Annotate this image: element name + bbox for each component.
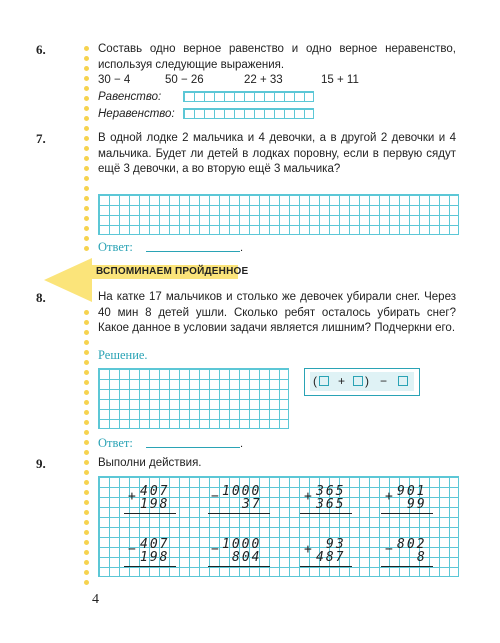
operand-bottom: 804 <box>232 550 262 565</box>
sum-line <box>381 513 433 514</box>
scheme-plus: + <box>338 374 346 388</box>
operand-bottom: 365 <box>316 497 346 512</box>
task8-answer-label: Ответ: <box>98 436 133 450</box>
operand-bottom: 198 <box>140 550 170 565</box>
inequality-answer-cells[interactable] <box>183 108 314 119</box>
operand-top: 93 <box>326 537 346 552</box>
operand-top: 901 <box>397 484 427 499</box>
task8-number: 8. <box>36 290 46 305</box>
task6-number: 6. <box>36 42 46 57</box>
sum-line <box>208 513 270 514</box>
scheme-close-paren: ) <box>365 374 369 388</box>
solution-label: Решение. <box>98 348 148 362</box>
scheme-open-paren: ( <box>313 374 317 388</box>
sum-line <box>300 513 352 514</box>
operand-bottom: 487 <box>316 550 346 565</box>
task6-text: Составь одно верное равенство и одно верное неравенство, используя следующие выражения. <box>98 43 456 71</box>
sum-line <box>124 513 176 514</box>
equality-answer-cells[interactable] <box>183 91 314 102</box>
sum-line <box>124 566 176 567</box>
operator: + <box>304 542 314 557</box>
task7-answer-label: Ответ: <box>98 240 133 254</box>
operator: − <box>385 542 395 557</box>
operand-top: 407 <box>140 537 170 552</box>
section-flag <box>44 258 92 302</box>
scheme-frame <box>304 368 420 396</box>
task9-text: Выполни действия. <box>98 457 202 469</box>
sum-line <box>300 566 352 567</box>
sum-line <box>381 566 433 567</box>
task7-work-grid[interactable] <box>98 194 459 235</box>
operator: − <box>211 489 221 504</box>
operand-top: 802 <box>397 537 427 552</box>
task7-number: 7. <box>36 131 46 146</box>
task8-answer-line[interactable] <box>146 447 240 448</box>
expression: 15 + 11 <box>321 74 359 86</box>
task7-text: В одной лодке 2 мальчика и 4 девочки, а в другой 2 девочки и 4 мальчика. Будет ли детей в лодках поровну, если в первую сядут ещё 3 девочки, а во вторую ещё 3 мальчика? <box>98 132 456 175</box>
scheme-box-3[interactable] <box>398 376 408 386</box>
page-number: 4 <box>92 592 99 607</box>
operator: + <box>304 489 314 504</box>
scheme-box-2[interactable] <box>353 376 363 386</box>
scheme-box-1[interactable] <box>319 376 329 386</box>
task9-number: 9. <box>36 456 46 471</box>
operator: + <box>385 489 395 504</box>
task8-text: На катке 17 мальчиков и столько же девочек убирали снег. Через 40 мин 8 детей ушли. Сколько ребят осталось убирать снег? Какое данное в условии задачи является лишним? Подчеркни его. <box>98 291 456 334</box>
equality-label: Равенство: <box>98 91 162 103</box>
expression: 22 + 33 <box>244 74 283 86</box>
operator: + <box>128 489 138 504</box>
task7-answer-line[interactable] <box>146 251 240 252</box>
operand-bottom: 37 <box>242 497 262 512</box>
expression: 50 − 26 <box>165 74 204 86</box>
period: . <box>240 242 244 254</box>
operand-top: 365 <box>316 484 346 499</box>
operand-bottom: 99 <box>407 497 427 512</box>
task8-work-grid[interactable] <box>98 368 289 429</box>
operand-bottom: 8 <box>417 550 427 565</box>
scheme-expression <box>310 372 414 391</box>
scheme-minus: − <box>380 374 388 388</box>
expression: 30 − 4 <box>98 74 131 86</box>
inequality-label: Неравенство: <box>98 108 175 120</box>
operand-top: 407 <box>140 484 170 499</box>
operator: − <box>128 542 138 557</box>
section-title: ВСПОМИНАЕМ ПРОЙДЕННОЕ <box>96 266 249 277</box>
operand-top: 1000 <box>222 484 262 499</box>
sum-line <box>208 566 270 567</box>
operand-bottom: 198 <box>140 497 170 512</box>
operand-top: 1000 <box>222 537 262 552</box>
period: . <box>240 438 244 450</box>
operator: − <box>211 542 221 557</box>
